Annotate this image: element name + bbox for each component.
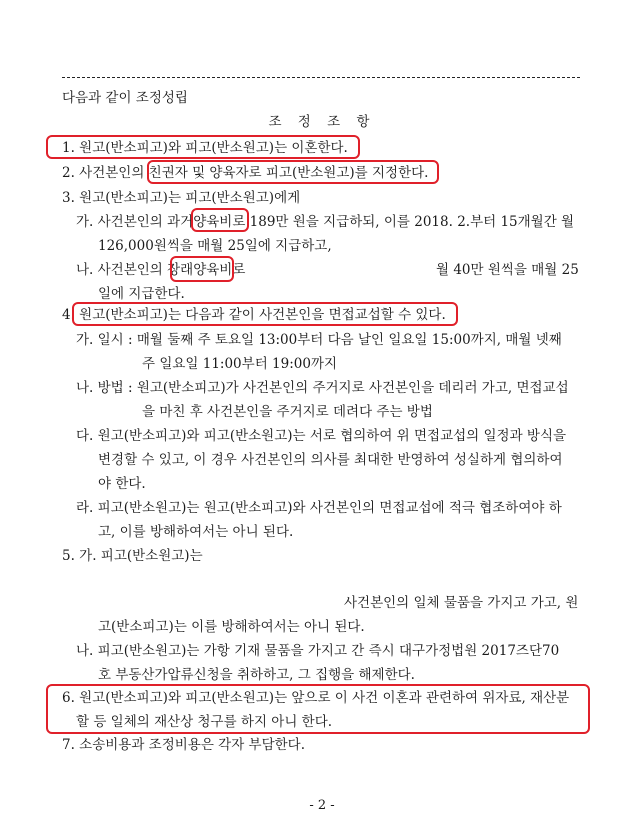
clause-3a-line1: 가. 사건본인의 과거양육비로 189만 원을 지급하되, 이를 2018. 2.부터 15개월간 월 bbox=[76, 214, 575, 230]
page-number: - 2 - bbox=[309, 798, 335, 813]
clause-3: 3. 원고(반소피고)는 피고(반소원고)에게 bbox=[62, 190, 301, 206]
clause-4c-line3: 야 한다. bbox=[98, 476, 146, 492]
clause-5a-line3: 고(반소피고)는 이를 방해하여서는 아니 된다. bbox=[98, 619, 365, 635]
clause-4d-line1: 라. 피고(반소원고)는 원고(반소피고)와 사건본인의 면접교섭에 적극 협조하여야 하 bbox=[76, 500, 562, 516]
clause-1: 1. 원고(반소피고)와 피고(반소원고)는 이혼한다. bbox=[62, 140, 348, 156]
clause-2: 2. 사건본인의 친권자 및 양육자로 피고(반소원고)를 지정한다. bbox=[62, 165, 429, 181]
clause-4d-line2: 고, 이를 방해하여서는 아니 된다. bbox=[98, 524, 294, 540]
clause-6-line1: 6. 원고(반소피고)와 피고(반소원고)는 앞으로 이 사건 이혼과 관련하여 위자료, 재산분 bbox=[62, 690, 570, 706]
clause-5b-line1: 나. 피고(반소원고)는 가항 기재 물품을 가지고 간 즉시 대구가정법원 2017즈단70 bbox=[76, 643, 560, 659]
clause-3b-line1-end: 월 40만 원씩을 매월 25 bbox=[436, 262, 579, 278]
clause-6-line2: 할 등 일체의 재산상 청구를 하지 아니 한다. bbox=[76, 714, 333, 730]
clause-4c-line1: 다. 원고(반소피고)와 피고(반소원고)는 서로 협의하여 위 면접교섭의 일정과 방식을 bbox=[76, 428, 567, 444]
clause-4c-line2: 변경할 수 있고, 이 경우 사건본인의 의사를 최대한 반영하여 성실하게 협의하여 bbox=[98, 452, 563, 468]
section-title: 조 정 조 항 bbox=[268, 114, 376, 130]
clause-3a-line2: 126,000원씩을 매월 25일에 지급하고, bbox=[98, 238, 332, 254]
clause-3b-line1-start: 나. 사건본인의 장래양육비로 bbox=[76, 262, 246, 278]
intro-text: 다음과 같이 조정성립 bbox=[62, 90, 188, 106]
clause-4a-line1: 가. 일시 : 매월 둘째 주 토요일 13:00부터 다음 날인 일요일 15:00까지, 매월 넷째 bbox=[76, 332, 562, 348]
clause-4b-line1: 나. 방법 : 원고(반소피고)가 사건본인의 주거지로 사건본인을 데리러 가고, 면접교섭 bbox=[76, 380, 569, 396]
clause-5b-line2: 호 부동산가압류신청을 취하하고, 그 집행을 해제한다. bbox=[98, 667, 415, 683]
clause-5a-line2: 사건본인의 일체 물품을 가지고 가고, 원 bbox=[344, 595, 579, 611]
clause-3b-line2: 일에 지급한다. bbox=[98, 286, 185, 302]
clause-4: 4. 원고(반소피고)는 다음과 같이 사건본인을 면접교섭할 수 있다. bbox=[62, 307, 446, 323]
clause-4a-line2: 주 일요일 11:00부터 19:00까지 bbox=[142, 356, 338, 372]
clause-7: 7. 소송비용과 조정비용은 각자 부담한다. bbox=[62, 737, 305, 753]
clause-5a-line1: 5. 가. 피고(반소원고)는 bbox=[62, 548, 203, 564]
clause-4b-line2: 을 마친 후 사건본인을 주거지로 데려다 주는 방법 bbox=[142, 404, 433, 420]
top-divider bbox=[62, 77, 580, 78]
